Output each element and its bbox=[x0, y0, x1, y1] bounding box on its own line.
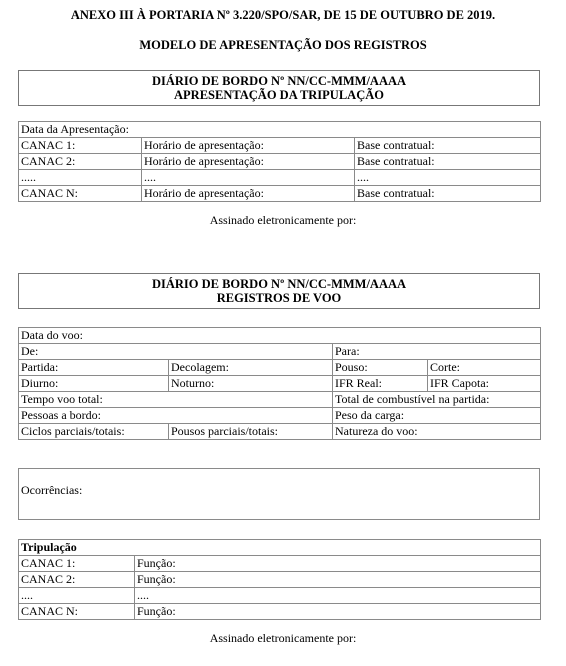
function-field[interactable]: Função: bbox=[135, 572, 541, 588]
canac-field[interactable]: CANAC 2: bbox=[19, 154, 142, 170]
flight-records-title-box bbox=[18, 273, 540, 309]
cycles-field[interactable]: Ciclos parciais/totais: bbox=[19, 424, 169, 440]
table-row bbox=[19, 588, 541, 604]
crew-presentation-title-box bbox=[18, 70, 540, 106]
presentation-time-field[interactable]: Horário de apresentação: bbox=[142, 138, 355, 154]
occurrences-label: Ocorrências: bbox=[21, 483, 83, 497]
flight-records-table bbox=[18, 327, 541, 440]
canac-field[interactable]: CANAC 2: bbox=[19, 572, 135, 588]
flight-date-field[interactable]: Data do voo: bbox=[19, 328, 541, 344]
canac-field[interactable]: .... bbox=[19, 588, 135, 604]
total-fuel-field[interactable]: Total de combustível na partida: bbox=[333, 392, 541, 408]
day-field[interactable]: Diurno: bbox=[19, 376, 169, 392]
annex-title: ANEXO III À PORTARIA Nº 3.220/SPO/SAR, DE 15 DE OUTUBRO DE 2019. bbox=[70, 8, 496, 22]
logbook-title: DIÁRIO DE BORDO Nº NN/CC-MMM/AAAA bbox=[151, 277, 407, 291]
table-row bbox=[19, 604, 541, 620]
persons-on-board-field[interactable]: Pessoas a bordo: bbox=[19, 408, 333, 424]
flight-nature-field[interactable]: Natureza do voo: bbox=[333, 424, 541, 440]
contract-base-field[interactable]: Base contratual: bbox=[355, 186, 541, 202]
presentation-date-field[interactable]: Data da Apresentação: bbox=[19, 122, 541, 138]
model-title: MODELO DE APRESENTAÇÃO DOS REGISTROS bbox=[139, 38, 427, 52]
landings-total-field[interactable]: Pousos parciais/totais: bbox=[169, 424, 333, 440]
table-row bbox=[19, 154, 541, 170]
presentation-time-field[interactable]: .... bbox=[142, 170, 355, 186]
presentation-time-field[interactable]: Horário de apresentação: bbox=[142, 154, 355, 170]
landing-field[interactable]: Pouso: bbox=[333, 360, 428, 376]
function-field[interactable]: .... bbox=[135, 588, 541, 604]
from-field[interactable]: De: bbox=[19, 344, 333, 360]
canac-field[interactable]: ..... bbox=[19, 170, 142, 186]
function-field[interactable]: Função: bbox=[135, 604, 541, 620]
ifr-hood-field[interactable]: IFR Capota: bbox=[428, 376, 541, 392]
cargo-weight-field[interactable]: Peso da carga: bbox=[333, 408, 541, 424]
takeoff-field[interactable]: Decolagem: bbox=[169, 360, 333, 376]
contract-base-field[interactable]: .... bbox=[355, 170, 541, 186]
canac-field[interactable]: CANAC N: bbox=[19, 186, 142, 202]
electronic-signature-label: Assinado eletronicamente por: bbox=[209, 631, 357, 645]
ifr-real-field[interactable]: IFR Real: bbox=[333, 376, 428, 392]
logbook-title: DIÁRIO DE BORDO Nº NN/CC-MMM/AAAA bbox=[151, 74, 407, 88]
electronic-signature-label: Assinado eletronicamente por: bbox=[209, 213, 357, 227]
flight-records-title: REGISTROS DE VOO bbox=[216, 291, 342, 305]
night-field[interactable]: Noturno: bbox=[169, 376, 333, 392]
table-row bbox=[19, 556, 541, 572]
canac-field[interactable]: CANAC N: bbox=[19, 604, 135, 620]
crew-header: Tripulação bbox=[19, 540, 541, 556]
presentation-time-field[interactable]: Horário de apresentação: bbox=[142, 186, 355, 202]
canac-field[interactable]: CANAC 1: bbox=[19, 556, 135, 572]
crew-presentation-title: APRESENTAÇÃO DA TRIPULAÇÃO bbox=[174, 88, 384, 102]
crew-presentation-table bbox=[18, 121, 541, 202]
total-flight-time-field[interactable]: Tempo voo total: bbox=[19, 392, 333, 408]
to-field[interactable]: Para: bbox=[333, 344, 541, 360]
function-field[interactable]: Função: bbox=[135, 556, 541, 572]
contract-base-field[interactable]: Base contratual: bbox=[355, 154, 541, 170]
engine-cut-field[interactable]: Corte: bbox=[428, 360, 541, 376]
crew-table bbox=[18, 539, 541, 620]
table-row bbox=[19, 138, 541, 154]
table-row bbox=[19, 186, 541, 202]
canac-field[interactable]: CANAC 1: bbox=[19, 138, 142, 154]
table-row bbox=[19, 170, 541, 186]
occurrences-field[interactable] bbox=[18, 468, 540, 520]
table-row bbox=[19, 572, 541, 588]
departure-field[interactable]: Partida: bbox=[19, 360, 169, 376]
contract-base-field[interactable]: Base contratual: bbox=[355, 138, 541, 154]
